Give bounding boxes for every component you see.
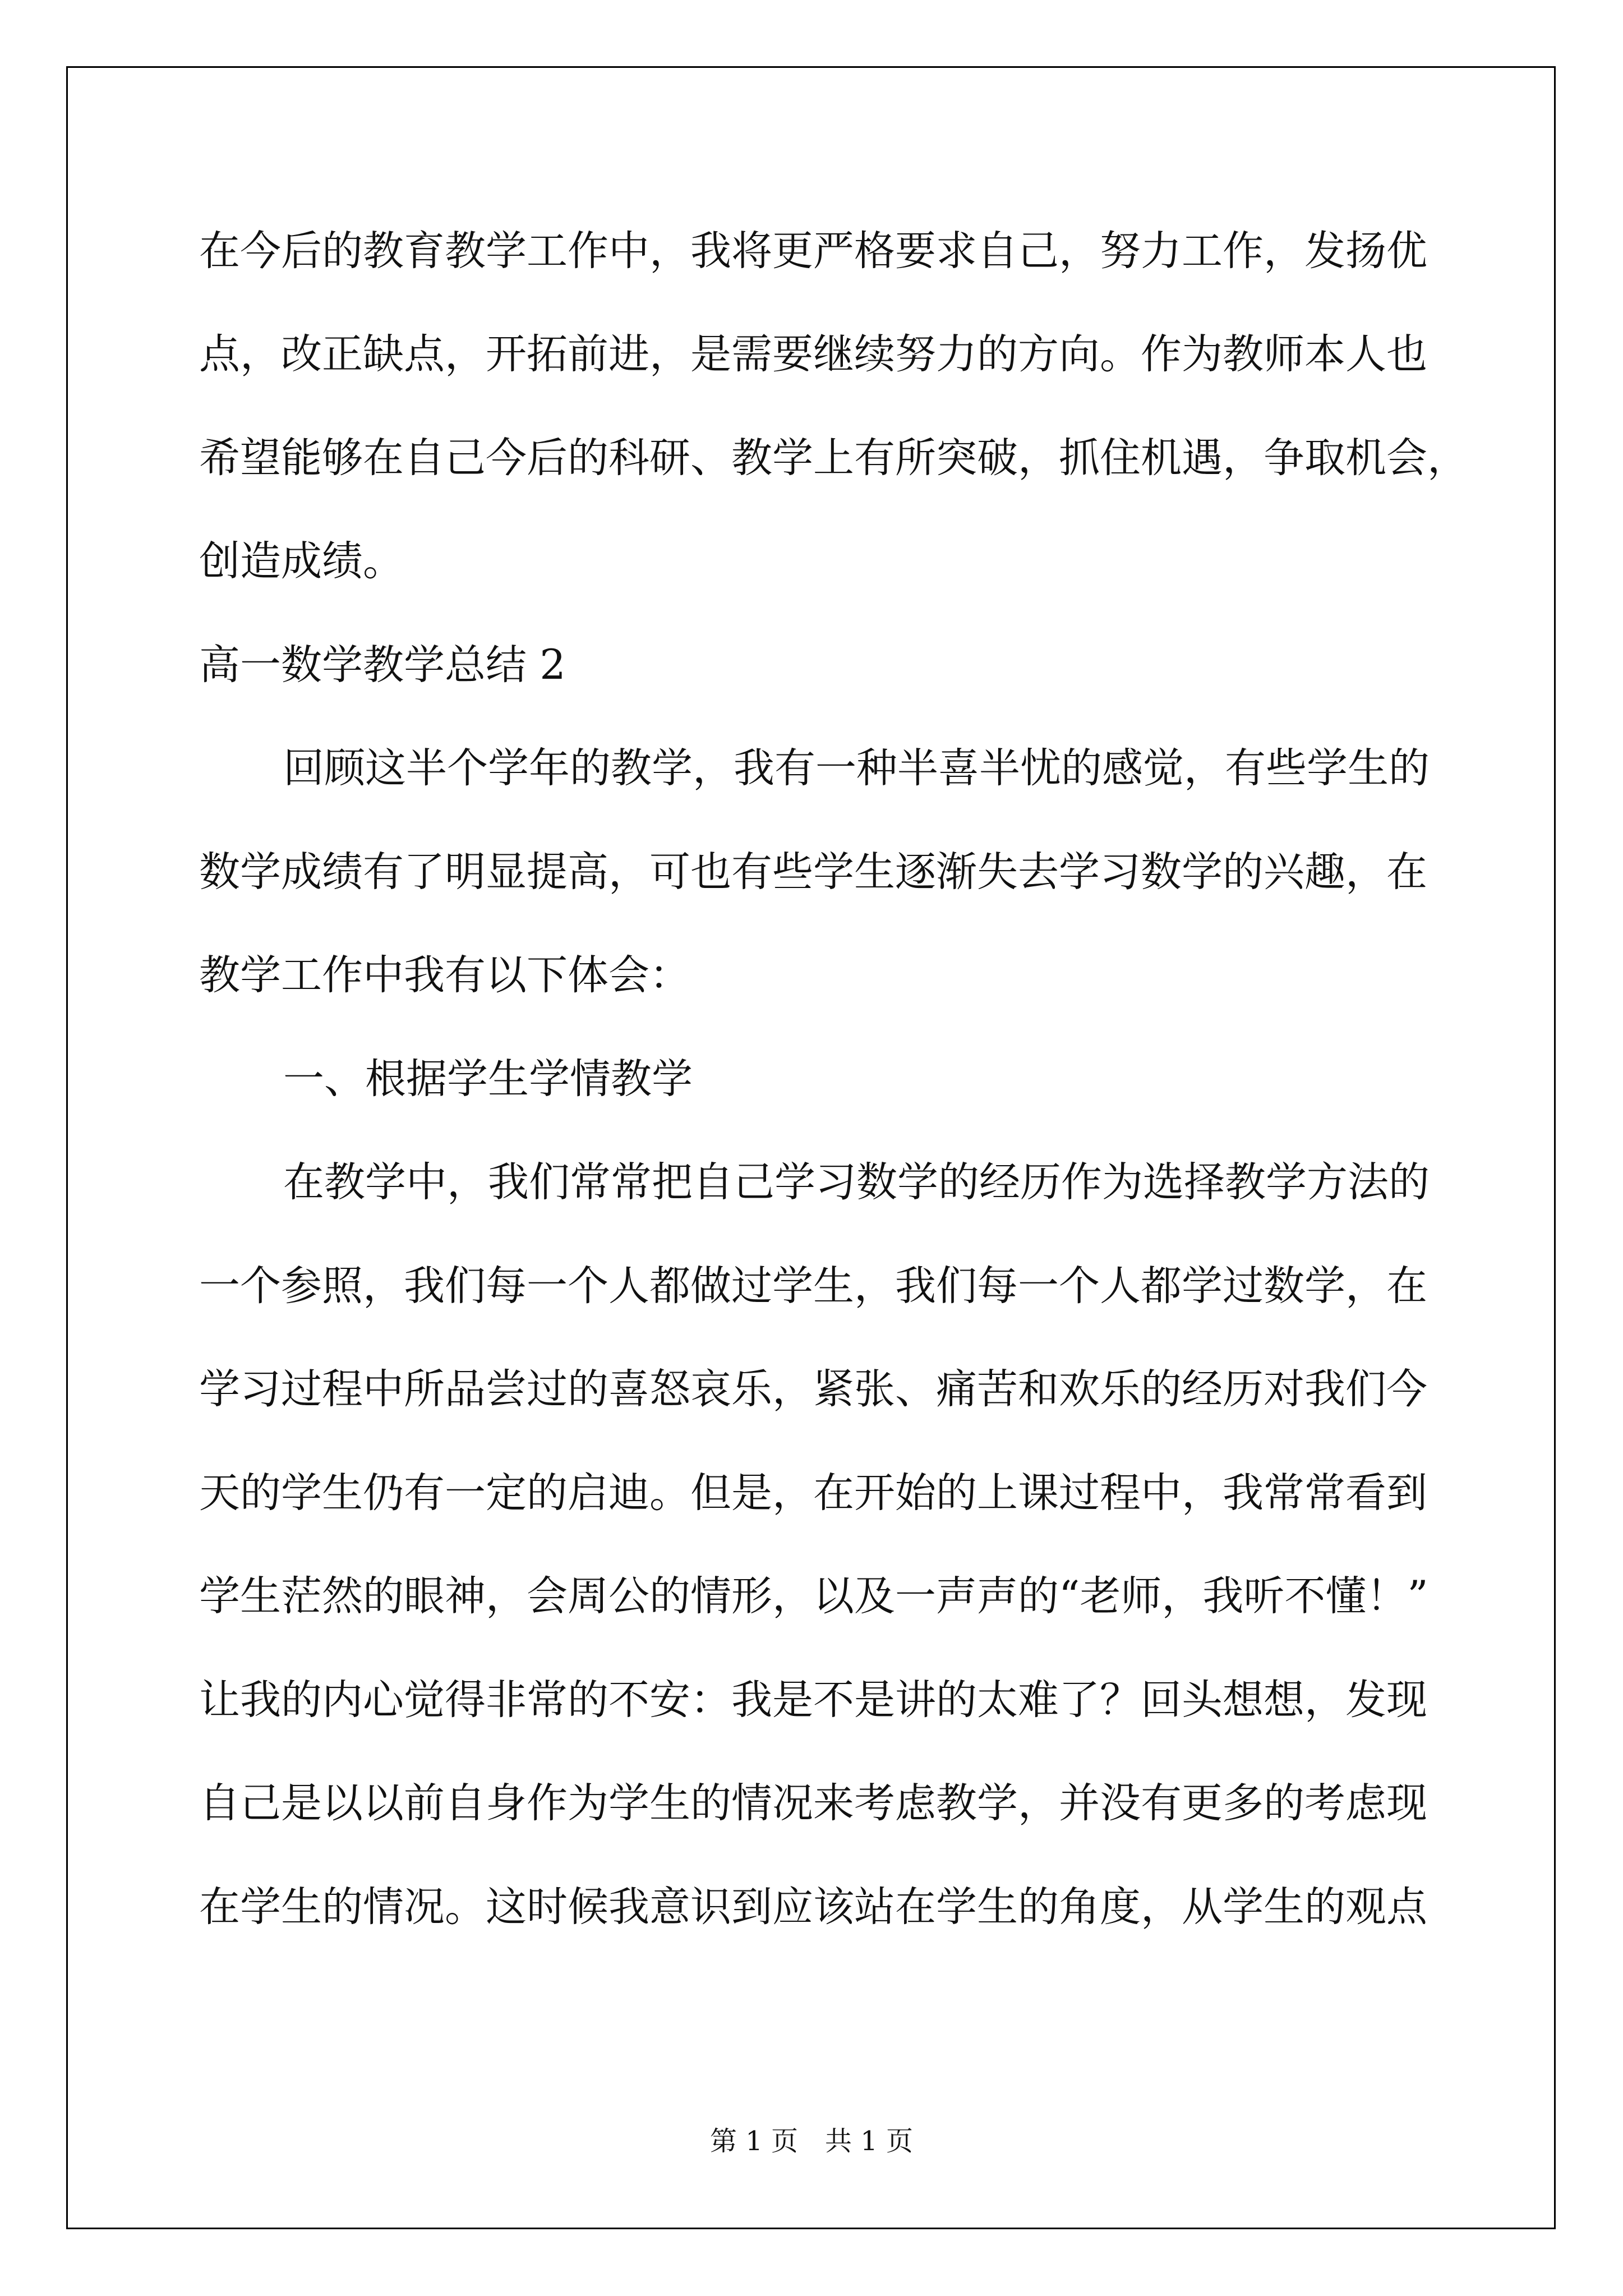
text-line: 在学生的情况。这时候我意识到应该站在学生的角度，从学生的观点 (199, 1883, 1427, 1931)
text-line: 数学成绩有了明显提高，可也有些学生逐渐失去学习数学的兴趣，在 (199, 848, 1427, 896)
subsection-heading: 一、根据学生学情教学 (283, 1055, 693, 1103)
text-line: 希望能够在自己今后的科研、教学上有所突破，抓住机遇，争取机会， (199, 434, 1468, 482)
text-line: 学生茫然的眼神，会周公的情形，以及一声声的“老师，我听不懂！” (199, 1572, 1428, 1620)
text-line: 自己是以以前自身作为学生的情况来考虑教学，并没有更多的考虑现 (199, 1779, 1427, 1827)
text-line: 在教学中，我们常常把自己学习数学的经历作为选择教学方法的 (283, 1158, 1430, 1206)
text-line: 天的学生仍有一定的启迪。但是，在开始的上课过程中，我常常看到 (199, 1469, 1427, 1517)
page-footer: 第 1 页 共 1 页 (709, 2125, 914, 2157)
text-line: 创造成绩。 (199, 537, 404, 585)
text-line: 回顾这半个学年的教学，我有一种半喜半忧的感觉，有些学生的 (283, 744, 1430, 792)
text-line: 学习过程中所品尝过的喜怒哀乐，紧张、痛苦和欢乐的经历对我们今 (199, 1365, 1427, 1413)
text-line: 让我的内心觉得非常的不安：我是不是讲的太难了？回头想想，发现 (199, 1676, 1427, 1724)
text-line: 一个参照，我们每一个人都做过学生，我们每一个人都学过数学，在 (199, 1262, 1427, 1310)
text-line: 教学工作中我有以下体会： (199, 951, 690, 999)
section-heading: 高一数学教学总结 2 (199, 641, 566, 689)
text-line: 点，改正缺点，开拓前进，是需要继续努力的方向。作为教师本人也 (199, 330, 1427, 378)
text-line: 在今后的教育教学工作中，我将更严格要求自己，努力工作，发扬优 (199, 227, 1427, 275)
